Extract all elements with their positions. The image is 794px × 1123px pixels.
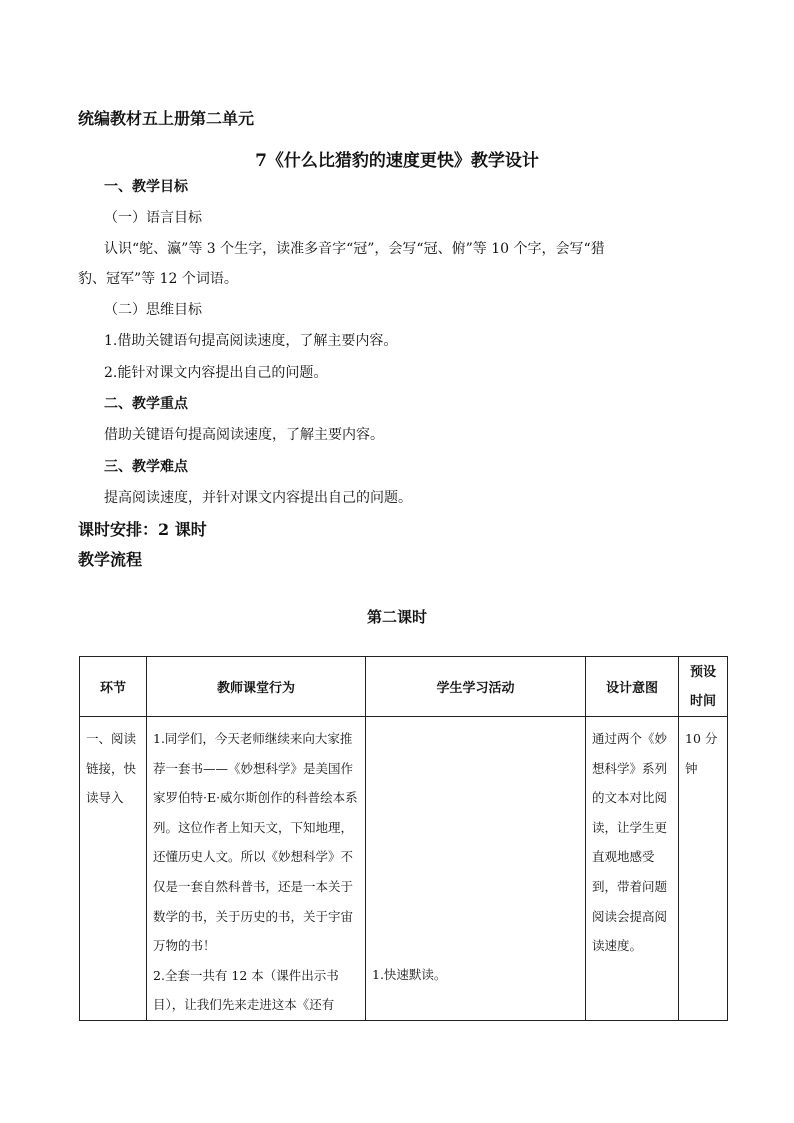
difficulty-heading: 三、教学难点 — [104, 459, 188, 475]
table-header-row — [80, 657, 728, 717]
document-title: 7《什么比猎豹的速度更快》教学设计 — [255, 151, 539, 171]
thinking-goal-item2: 2.能针对课文内容提出自己的问题。 — [104, 365, 328, 381]
focus-heading: 二、教学重点 — [104, 396, 188, 412]
header-student: 学生学习活动 — [366, 657, 586, 717]
teacher-cell — [147, 717, 366, 1021]
teacher-paragraph-1: 1.同学们，今天老师继续来向大家推荐一套书——《妙想科学》是美国作家罗伯特·E·威尔斯创作的科普绘本系列。这位作者上知天文，下知地理，还懂历史人文。所以《妙想科学》不仅是一套自然科普书，还是一本关于数学的书，关于历史的书，关于宇宙万物的书！ — [153, 731, 358, 954]
teacher-paragraph-2: 2.全套一共有 12 本（课件出示书目），让我们先来走进这本《还有 — [153, 967, 339, 1013]
header-time-line1: 预设 — [689, 664, 716, 680]
table-row — [80, 717, 728, 1021]
schedule-heading: 课时安排：2 课时 — [78, 520, 207, 539]
language-goal-line1: 认识“鸵、瀛”等 3 个生字，读准多音字“冠”，会写“冠、俯”等 10 个字，会写“猎 — [104, 241, 605, 257]
intent-cell — [586, 717, 679, 1021]
process-heading: 教学流程 — [78, 550, 143, 569]
intent-text: 通过两个《妙想科学》系列的文本对比阅读，让学生更直观地感受到，带着问题阅读会提高阅读速度。 — [592, 731, 668, 954]
lesson-plan-table — [79, 656, 728, 1021]
time-cell — [679, 717, 728, 1021]
header-time — [679, 657, 728, 717]
lesson-title: 第二课时 — [366, 608, 427, 626]
time-text: 10 分钟 — [685, 731, 718, 776]
header-intent: 设计意图 — [586, 657, 679, 717]
header-teacher: 教师课堂行为 — [147, 657, 366, 717]
student-cell — [366, 717, 586, 1021]
language-goal-line2: 豹、冠军”等 12 个词语。 — [78, 271, 238, 287]
unit-heading: 统编教材五上册第二单元 — [78, 109, 255, 128]
thinking-goal-item1: 1.借助关键语句提高阅读速度，了解主要内容。 — [104, 333, 398, 349]
student-text: 1.快速默读。 — [372, 967, 447, 982]
difficulty-text: 提高阅读速度，并针对课文内容提出自己的问题。 — [104, 490, 412, 506]
stage-text: 一、阅读链接，快读导入 — [86, 731, 137, 806]
goals-heading: 一、教学目标 — [104, 179, 188, 195]
header-stage: 环节 — [80, 657, 147, 717]
thinking-goal-heading: （二）思维目标 — [104, 302, 202, 318]
header-time-line2: 时间 — [689, 693, 716, 709]
stage-cell — [80, 717, 147, 1021]
language-goal-heading: （一）语言目标 — [104, 210, 202, 226]
focus-text: 借助关键语句提高阅读速度，了解主要内容。 — [104, 427, 384, 443]
